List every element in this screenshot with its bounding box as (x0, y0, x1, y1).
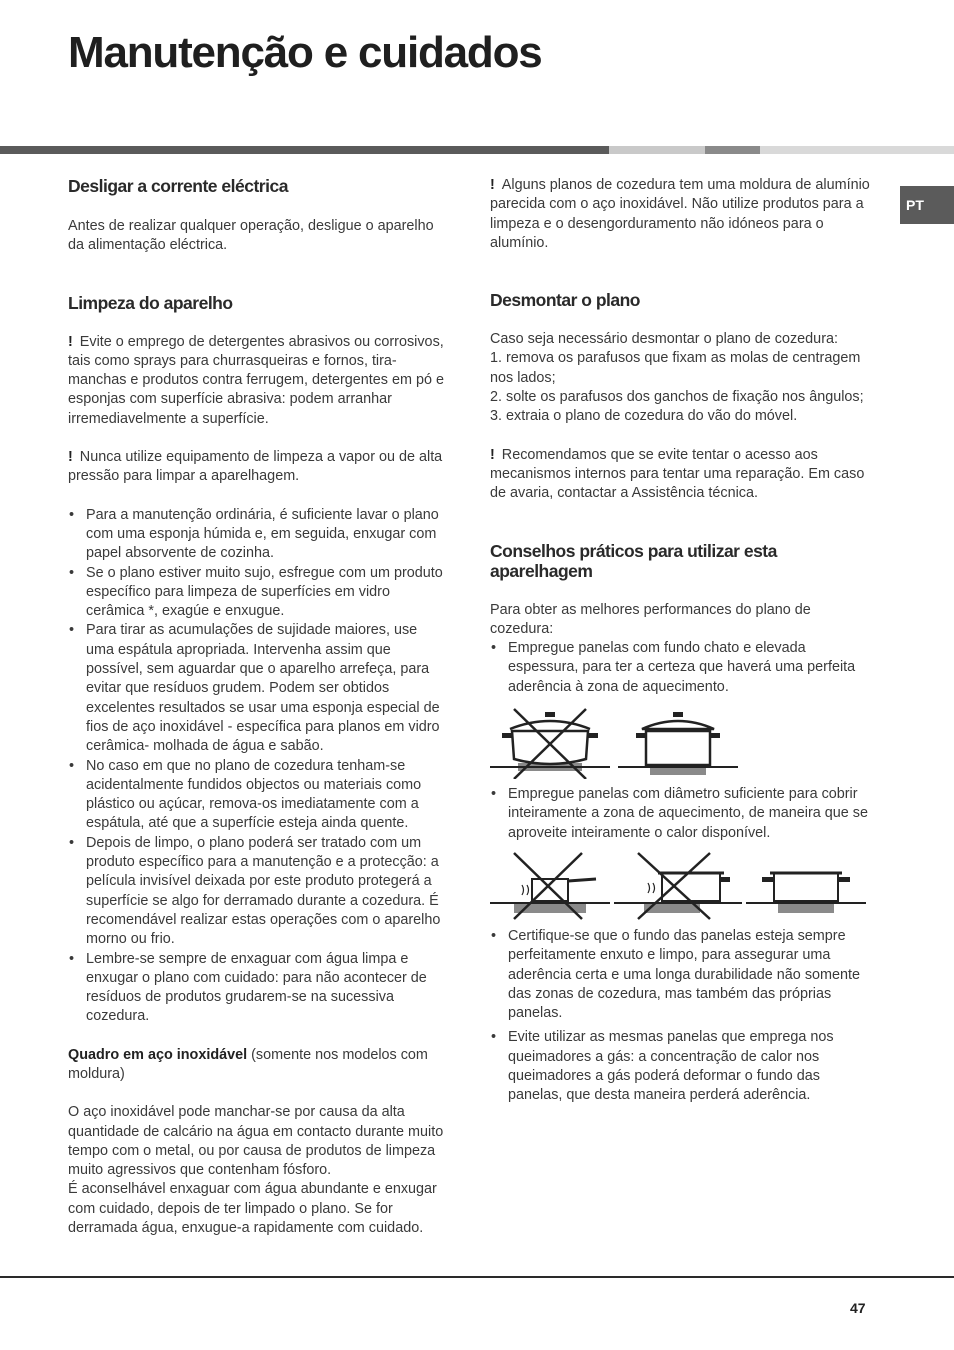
warning-icon: ! (490, 177, 495, 193)
cleaning-list (68, 506, 446, 1027)
list-item: • Depois de limpo, o plano poderá ser tratado com um produto específico para a manutenção e a protecção: a película invisível deixada por este produto protegerá a superfície se algo for derramado durante a cozedura. É recomendável realizar estas operações com o aparelho morno ou frio. (68, 834, 446, 950)
warning-icon: ! (490, 446, 495, 463)
wrong-offset-pan-icon (614, 851, 742, 921)
header-bar-pale (760, 146, 954, 154)
tips-list-1 (490, 639, 872, 697)
list-item: • Empregue panelas com fundo chato e elevada espessura, para ter a certeza que haverá uma perfeita aderência à zona de aquecimento. (490, 639, 872, 697)
header-bar-dark (0, 146, 609, 154)
right-column (490, 176, 872, 1106)
dismount-intro: Caso seja necessário desmontar o plano de cozedura: (490, 331, 838, 348)
correct-size-pan-icon (746, 851, 866, 921)
list-item: • Empregue panelas com diâmetro suficiente para cobrir inteiramente a zona de aquecimento, de maneira que se aproveite inteiramente o calor disponível. (490, 785, 872, 843)
power-text: Antes de realizar qualquer operação, desligue o aparelho da alimentação eléctrica. (68, 218, 434, 254)
aluminium-warning: ! Alguns planos de cozedura tem uma moldura de alumínio parecida com o aço inoxidável. Não utilize produtos para a limpeza e o desengorduramento não idóneos para o alumínio. (490, 177, 870, 251)
list-item: • Certifique-se que o fundo das panelas esteja sempre perfeitamente enxuto e limpo, para assegurar uma aderência certa e uma longa durabilidade não somente das zonas de cozedura, mas também das próprias panelas. (490, 927, 872, 1023)
wrong-small-pan-icon (490, 851, 610, 921)
section-heading-dismount: Desmontar o plano (490, 290, 640, 311)
pan-illustration-diameter (490, 851, 872, 921)
wrong-pan-icon (490, 707, 610, 779)
cleaning-warning-1: ! Evite o emprego de detergentes abrasivos ou corrosivos, tais como sprays para churrasqueiras e fornos, tira-manchas e produtos contra ferrugem, detergentes em pó e esponjas com superfície abrasiva: podem arranhar irremediavelmente a superfície. (68, 333, 444, 427)
left-column (68, 176, 446, 1238)
section-heading-power: Desligar a corrente eléctrica (68, 176, 288, 196)
warning-icon: ! (68, 449, 73, 466)
list-item: • Para a manutenção ordinária, é suficiente lavar o plano com uma esponja húmida e, em seguida, enxugar com papel absorvente de cozinha. (68, 506, 446, 564)
pan-illustration-flat-bottom (490, 707, 872, 779)
language-tab: PT (900, 186, 954, 224)
steel-text-2: É aconselhável enxaguar com água abundante e enxugar com cuidado, depois de ter limpado o plano. Se for derramada água, enxugue-a rapidamente com cuidado. (68, 1181, 437, 1237)
list-item: • Evite utilizar as mesmas panelas que emprega nos queimadores a gás: a concentração de calor nos queimadores a gás poderá deformar o fundo das panelas, que desta maneira perderá aderência. (490, 1028, 872, 1105)
section-heading-cleaning: Limpeza do aparelho (68, 292, 233, 313)
tips-intro: Para obter as melhores performances do plano de cozedura: (490, 601, 811, 637)
page-title: Manutenção e cuidados (68, 28, 542, 77)
warning-icon: ! (68, 333, 73, 350)
header-bar-light (609, 146, 705, 154)
tips-list-2 (490, 785, 872, 843)
header-bar-mid (705, 146, 760, 154)
list-item: • No caso em que no plano de cozedura tenham-se acidentalmente fundidos objectos ou materiais como plástico ou açúcar, remova-os imediatamente com a espátula, até que a superfície esteja ainda quente. (68, 757, 446, 834)
page-number: 47 (850, 1300, 866, 1316)
steel-frame-title: Quadro em aço inoxidável (somente nos modelos com moldura) (68, 1046, 428, 1082)
dismount-warning: ! Recomendamos que se evite tentar o acesso aos mecanismos internos para tentar uma reparação. Em caso de avaria, contactar a Assistência técnica. (490, 446, 865, 502)
list-item: • Lembre-se sempre de enxaguar com água limpa e enxugar o plano com cuidado: para não acontecer de resíduos de produtos grudarem-se na sucessiva cozedura. (68, 950, 446, 1027)
tips-list-3 (490, 927, 872, 1106)
footer-rule (0, 1276, 954, 1278)
steel-text-1: O aço inoxidável pode manchar-se por causa da alta quantidade de calcário na água em contacto durante muito tempo com o metal, ou por causa de produtos de limpeza muito agressivos que contenham fósforo. (68, 1104, 444, 1179)
section-heading-tips: Conselhos práticos para utilizar esta aparelhagem (490, 540, 777, 581)
dismount-step-1: 1. remova os parafusos que fixam as molas de centragem nos lados; (490, 350, 861, 386)
list-item: • Se o plano estiver muito sujo, esfregue com um produto específico para limpeza de superfícies em vidro cerâmica *, exagúe e enxugue. (68, 564, 446, 622)
correct-pan-icon (618, 707, 738, 779)
dismount-step-3: 3. extraia o plano de cozedura do vão do móvel. (490, 408, 798, 425)
cleaning-warning-2: ! Nunca utilize equipamento de limpeza a vapor ou de alta pressão para limpar a aparelhagem. (68, 449, 443, 485)
dismount-step-2: 2. solte os parafusos dos ganchos de fixação nos ângulos; (490, 389, 864, 406)
list-item: • Para tirar as acumulações de sujidade maiores, use uma espátula apropriada. Intervenha assim que possível, sem aguardar que o aparelho arrefeça, para evitar que resíduos grudem. Podem ser obtidos excelentes resultados se usar uma esponja especial de fios de aço inoxidável - específica para planos em vidro cerâmica- molhada de água e sabão. (68, 621, 446, 756)
